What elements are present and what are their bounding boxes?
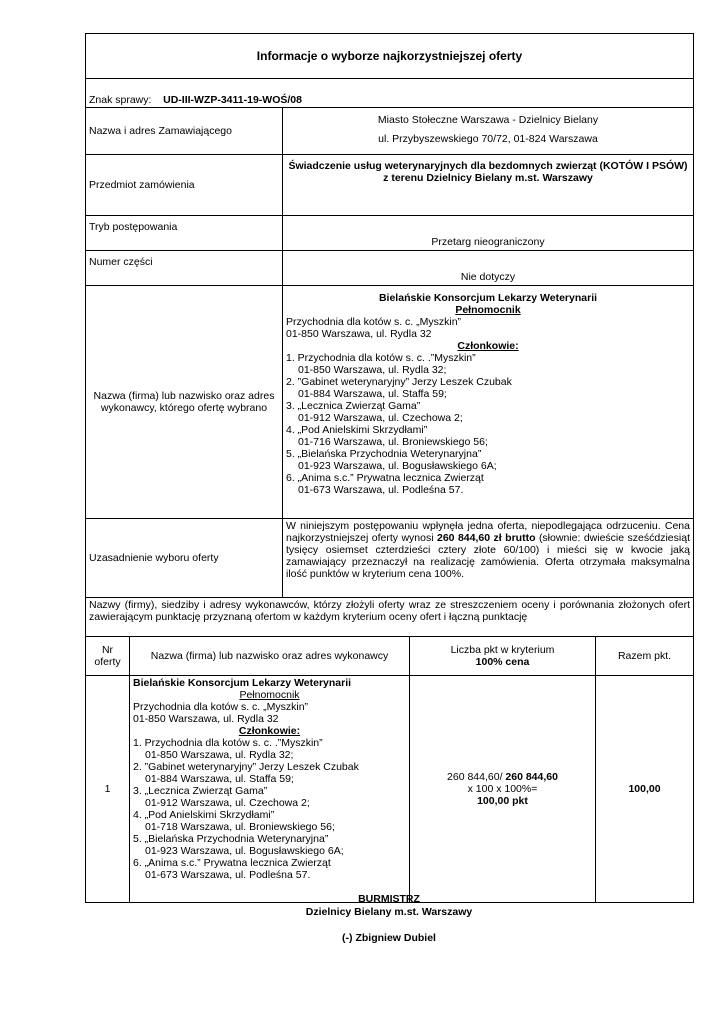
procedure-row (86, 216, 694, 251)
justification-value (283, 519, 694, 598)
header-points-label: Liczba pkt w kryterium (450, 644, 555, 656)
document-title: Informacje o wyborze najkorzystniejszej oferty (86, 34, 694, 79)
ordering-party-row (86, 108, 694, 155)
member-6-name: 6. „Anima s.c.” Prywatna lecznica Zwierząt (286, 472, 484, 484)
contractor-value (283, 286, 694, 519)
contractor-row (86, 286, 694, 519)
info-table (85, 33, 694, 903)
offers-header-row (86, 637, 694, 676)
offer-calc-line2: x 100 x 100%= (467, 783, 538, 795)
signature-title: BURMISTRZ (358, 893, 420, 905)
consortium-name: Bielańskie Konsorcjum Lekarzy Weterynarii (378, 292, 598, 304)
offer-proxy-label: Pełnomocnik (239, 689, 300, 701)
header-offer-no: Nr oferty (86, 637, 130, 676)
offer-member-1-address: 01-850 Warszawa, ul. Rydla 32; (145, 749, 294, 761)
sign-no-value: UD-III-WZP-3411-19-WOŚ/08 (163, 94, 302, 106)
offer-member-4-name: 4. „Pod Anielskimi Skrzydłami” (133, 809, 275, 821)
signature-office: Dzielnicy Bielany m.st. Warszawy (305, 906, 473, 918)
member-2-name: 2. ”Gabinet weterynaryjny” Jerzy Leszek Czubak (286, 376, 512, 388)
offer-member-3-address: 01-912 Warszawa, ul. Czechowa 2; (145, 797, 310, 809)
member-3-address: 01-912 Warszawa, ul. Czechowa 2; (298, 412, 463, 424)
offer-calc-line1 (413, 771, 592, 783)
consortium-proxy-label: Pełnomocnik (455, 304, 521, 316)
subject-row (86, 155, 694, 216)
member-3-name: 3. „Lecznica Zwierząt Gama” (286, 400, 421, 412)
offers-intro-row (86, 598, 694, 637)
offer-member-3-name: 3. „Lecznica Zwierząt Gama” (133, 785, 268, 797)
member-4-name: 4. „Pod Anielskimi Skrzydłami” (286, 424, 428, 436)
signature-name: (-) Zbigniew Dubiel (342, 932, 436, 944)
offer-proxy-name: Przychodnia dla kotów s. c. „Myszkin” (133, 701, 309, 713)
justification-text-before: W niniejszym postępowaniu wpłynęła jedna oferta, niepodlegająca odrzuceniu. Cena najkorzystniejszej oferty wynosi (286, 520, 690, 544)
offer-total: 100,00 (596, 676, 694, 903)
ordering-party-name: Miasto Stołeczne Warszawa - Dzielnicy Bielany (377, 114, 599, 126)
member-1-address: 01-850 Warszawa, ul. Rydla 32; (298, 364, 447, 376)
document-frame (85, 33, 693, 903)
header-total: Razem pkt. (596, 637, 694, 676)
offer-member-5-address: 01-923 Warszawa, ul. Bogusławskiego 6A; (145, 845, 344, 857)
member-6-address: 01-673 Warszawa, ul. Podleśna 57. (298, 484, 464, 496)
ordering-party-label: Nazwa i adres Zamawiającego (86, 108, 283, 155)
offer-no: 1 (86, 676, 130, 903)
offer-calc-result: 100,00 pkt (477, 795, 528, 807)
signature-block (85, 893, 693, 945)
member-1-name: 1. Przychodnia dla kotów s. c. .”Myszkin” (286, 352, 476, 364)
offer-member-6-name: 6. „Anima s.c.” Prywatna lecznica Zwierząt (133, 857, 331, 869)
offer-member-5-name: 5. „Bielańska Przychodnia Weterynaryjna” (133, 833, 329, 845)
offers-intro: Nazwy (firmy), siedziby i adresy wykonawców, którzy złożyli oferty wraz ze streszczeniem oceny i porównania złożonych ofert zawierającym punktację przyznaną ofertom w każdym kryterium oceny ofert i łączną punktację (86, 598, 694, 637)
offer-member-2-address: 01-884 Warszawa, ul. Staffa 59; (145, 773, 294, 785)
offer-proxy-address: 01-850 Warszawa, ul. Rydla 32 (133, 713, 279, 725)
ordering-party-address: ul. Przybyszewskiego 70/72, 01-824 Warszawa (378, 133, 598, 145)
subject-value: Świadczenie usług weterynaryjnych dla bezdomnych zwierząt (KOTÓW I PSÓW) z terenu Dzielnicy Bielany m.st. Warszawy (283, 155, 694, 216)
offer-row (86, 676, 694, 903)
consortium-proxy-address: 01-850 Warszawa, ul. Rydla 32 (286, 328, 432, 340)
offer-member-2-name: 2. ”Gabinet weterynaryjny” Jerzy Leszek Czubak (133, 761, 359, 773)
offer-calc-best-price: 260 844,60 (505, 771, 558, 783)
member-5-name: 5. „Bielańska Przychodnia Weterynaryjna” (286, 448, 482, 460)
part-row (86, 251, 694, 286)
consortium-proxy-name: Przychodnia dla kotów s. c. „Myszkin” (286, 316, 462, 328)
justification-text-after: (słownie: dwieście sześćdziesiąt tysięcy osiemset czterdzieści cztery złote 60/100) i mieści się w kwocie jaką zamawiający przeznaczył na realizację zamówienia. Oferta otrzymała maksymalna ilość punktów w kryterium cena 100%. (286, 532, 690, 580)
header-points-criterion: 100% cena (475, 656, 530, 668)
offer-member-6-address: 01-673 Warszawa, ul. Podleśna 57. (145, 869, 311, 881)
offer-calc-price: 260 844,60/ (447, 771, 506, 783)
sign-no-row (86, 79, 694, 108)
offer-points-calc (410, 676, 596, 903)
procedure-value: Przetarg nieograniczony (283, 216, 694, 251)
procedure-label: Tryb postępowania (86, 216, 283, 251)
header-contractor-name: Nazwa (firma) lub nazwisko oraz adres wykonawcy (130, 637, 410, 676)
offer-contractor (130, 676, 410, 903)
member-2-address: 01-884 Warszawa, ul. Staffa 59; (298, 388, 447, 400)
part-value: Nie dotyczy (283, 251, 694, 286)
justification-price: 260 844,60 zł brutto (437, 532, 536, 544)
contractor-label: Nazwa (firma) lub nazwisko oraz adres wykonawcy, którego ofertę wybrano (86, 286, 283, 519)
part-label: Numer części (86, 251, 283, 286)
subject-label: Przedmiot zamówienia (86, 155, 283, 216)
offer-members-label: Członkowie: (238, 725, 301, 737)
ordering-party-value (283, 108, 694, 155)
sign-no-label: Znak sprawy: (89, 94, 152, 106)
consortium-members-label: Członkowie: (457, 340, 519, 352)
header-points (410, 637, 596, 676)
member-4-address: 01-716 Warszawa, ul. Broniewskiego 56; (298, 436, 488, 448)
member-5-address: 01-923 Warszawa, ul. Bogusławskiego 6A; (298, 460, 497, 472)
justification-row (86, 519, 694, 598)
justification-label: Uzasadnienie wyboru oferty (86, 519, 283, 598)
offer-consortium-name: Bielańskie Konsorcjum Lekarzy Weterynarii (133, 677, 352, 689)
offer-member-1-name: 1. Przychodnia dla kotów s. c. .”Myszkin” (133, 737, 323, 749)
offer-member-4-address: 01-718 Warszawa, ul. Broniewskiego 56; (145, 821, 335, 833)
